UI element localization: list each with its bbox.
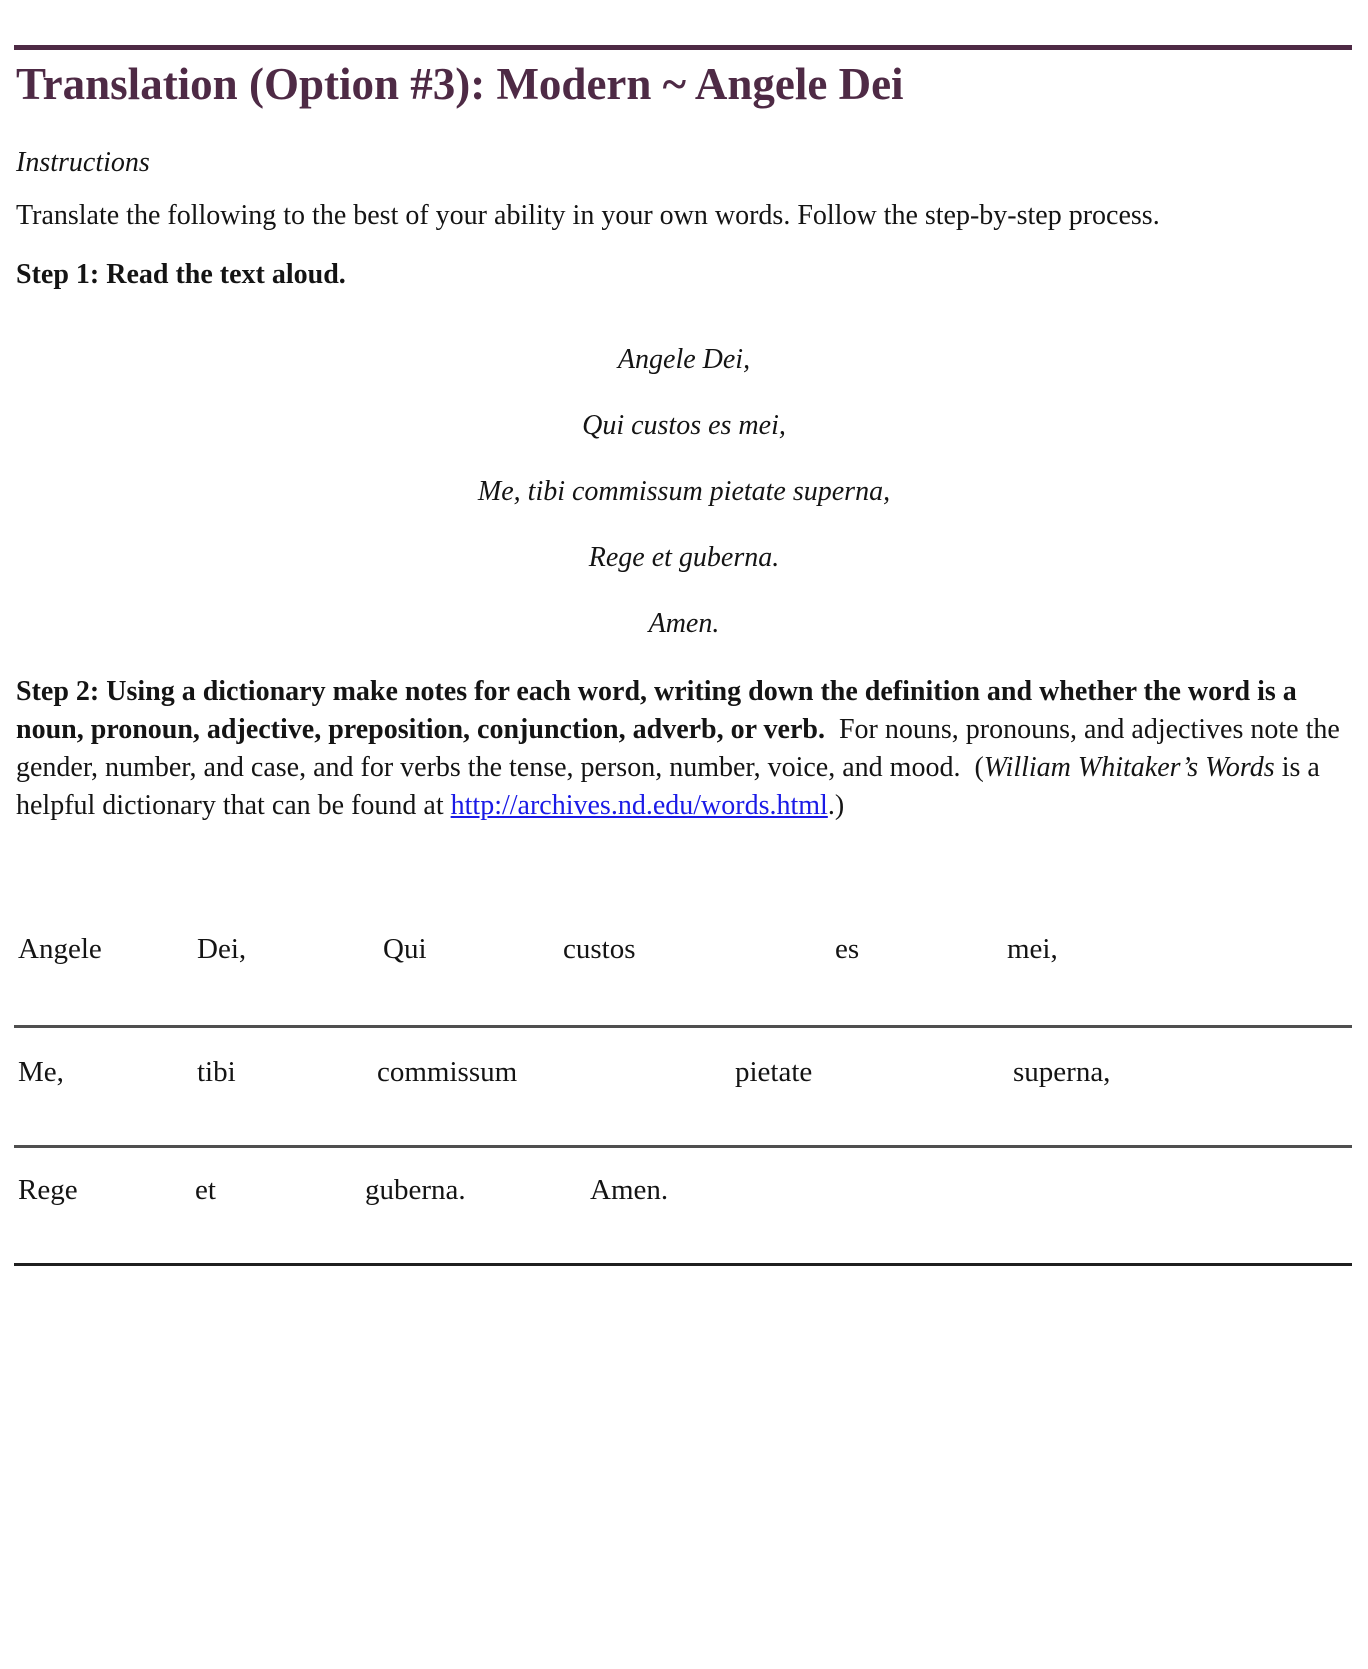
prayer-line-3: Me, tibi commissum pietate superna,	[477, 476, 891, 507]
word-cell: Qui	[383, 933, 427, 965]
word-cell: Angele	[18, 933, 102, 965]
step2-paragraph	[16, 673, 1352, 825]
step2-closing-text: .)	[827, 790, 845, 821]
word-cell: pietate	[735, 1056, 813, 1088]
page-title: Translation (Option #3): Modern ~ Angele Dei	[16, 59, 904, 109]
word-cell: superna,	[1013, 1056, 1111, 1088]
prayer-line-1: Angele Dei,	[617, 344, 751, 375]
instructions-body: Translate the following to the best of your ability in your own words. Follow the step-by-step process.	[16, 200, 1160, 231]
word-cell: Me,	[18, 1056, 64, 1088]
dictionary-name: William Whitaker’s Words	[983, 752, 1275, 783]
word-table-row-1	[14, 930, 1352, 1028]
whitakers-words-link[interactable]: http://archives.nd.edu/words.html	[450, 790, 828, 821]
word-cell: mei,	[1007, 933, 1058, 965]
step2-heading-bold: Step 2: Using a dictionary make notes for each word, writing down the definition and whether the word is a noun, pronoun, adjective, preposition, conjunction, adverb, or verb.	[16, 676, 1297, 745]
instructions-heading: Instructions	[16, 147, 150, 178]
title-top-rule	[14, 45, 1352, 50]
word-cell: commissum	[377, 1056, 518, 1088]
step2-body-after-italic: is a helpful dictionary that can be found at	[16, 752, 1320, 821]
prayer-line-5: Amen.	[648, 608, 720, 639]
prayer-block	[16, 341, 1352, 643]
word-cell: et	[195, 1174, 216, 1206]
document-content	[16, 0, 1352, 825]
step1-heading: Step 1: Read the text aloud.	[16, 259, 346, 290]
word-cell: Amen.	[590, 1174, 669, 1206]
step2-body-text: For nouns, pronouns, and adjectives note the gender, number, and case, and for verbs the tense, person, number, voice, and mood. (	[16, 714, 1340, 783]
word-cell: custos	[563, 933, 636, 965]
word-cell: es	[835, 933, 860, 965]
word-table-row-2	[14, 1028, 1352, 1148]
prayer-line-4: Rege et guberna.	[588, 542, 780, 573]
word-cell: tibi	[197, 1056, 236, 1088]
word-cell: guberna.	[365, 1174, 466, 1206]
prayer-line-2: Qui custos es mei,	[582, 410, 786, 441]
word-table-row-3	[14, 1148, 1352, 1266]
word-cell: Rege	[18, 1174, 78, 1206]
word-cell: Dei,	[197, 933, 247, 965]
